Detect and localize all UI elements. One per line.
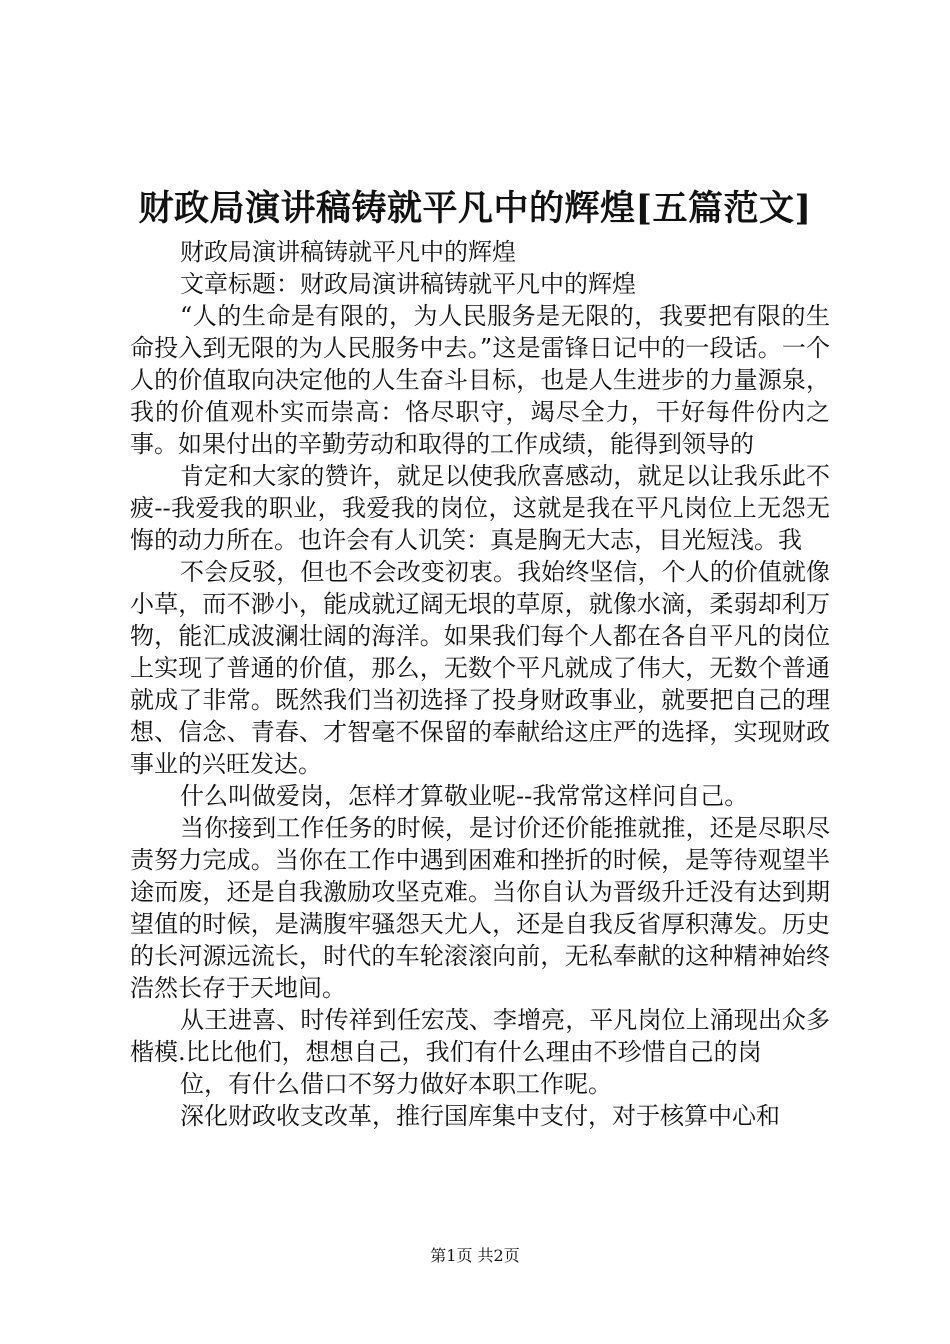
paragraph-2: 文章标题：财政局演讲稿铸就平凡中的辉煌 (180, 270, 636, 298)
paragraph-9: 位，有什么借口不努力做好本职工作呢。 (180, 1070, 612, 1098)
paragraph-7: 当你接到工作任务的时候，是讨价还价能推就推，还是尽职尽责努力完成。当你在工作中遇到困难和挫折的时候，是等待观望半途而废，还是自我激励攻坚克难。当你自认为晋级升迁没有达到期望值的时候，是满腹牢骚怨天尤人，还是自我反省厚积薄发。历史的长河源远流长，时代的车轮滚滚向前，无私奉献的这种精神始终浩然长存于天地间。 (130, 814, 830, 1002)
paragraph-6: 什么叫做爱岗，怎样才算敬业呢--我常常这样问自己。 (180, 782, 749, 810)
paragraph-5: 不会反驳，但也不会改变初衷。我始终坚信，个人的价值就像小草，而不渺小，能成就辽阔无垠的草原，就像水滴，柔弱却利万物，能汇成波澜壮阔的海洋。如果我们每个人都在各自平凡的岗位上实现了普通的价值，那么，无数个平凡就成了伟大，无数个普通就成了非常。既然我们当初选择了投身财政事业，就要把自己的理想、信念、青春、才智毫不保留的奉献给这庄严的选择，实现财政事业的兴旺发达。 (130, 558, 830, 778)
paragraph-3: “人的生命是有限的，为人民服务是无限的，我要把有限的生命投入到无限的为人民服务中去。”这是雷锋日记中的一段话。一个人的价值取向决定他的人生奋斗目标，也是人生进步的力量源泉，我的价值观朴实而崇高：恪尽职守，竭尽全力，干好每件份内之事。如果付出的辛勤劳动和取得的工作成绩，能得到领导的 (130, 302, 830, 458)
paragraph-4: 肯定和大家的赞许，就足以使我欣喜感动，就足以让我乐此不疲--我爱我的职业，我爱我的岗位，这就是我在平凡岗位上无怨无悔的动力所在。也许会有人讥笑：真是胸无大志，目光短浅。我 (130, 462, 830, 554)
paragraph-10: 深化财政收支改革，推行国库集中支付，对于核算中心和 (180, 1102, 780, 1130)
paragraph-8: 从王进喜、时传祥到任宏茂、李增亮，平凡岗位上涌现出众多楷模.比比他们，想想自己，我们有什么理由不珍惜自己的岗 (130, 1006, 830, 1066)
document-body (130, 236, 830, 1132)
paragraph-1: 财政局演讲稿铸就平凡中的辉煌 (180, 238, 516, 266)
page-footer: 第1页 共2页 (430, 1246, 520, 1265)
document-title: 财政局演讲稿铸就平凡中的辉煌[五篇范文] (138, 188, 812, 229)
